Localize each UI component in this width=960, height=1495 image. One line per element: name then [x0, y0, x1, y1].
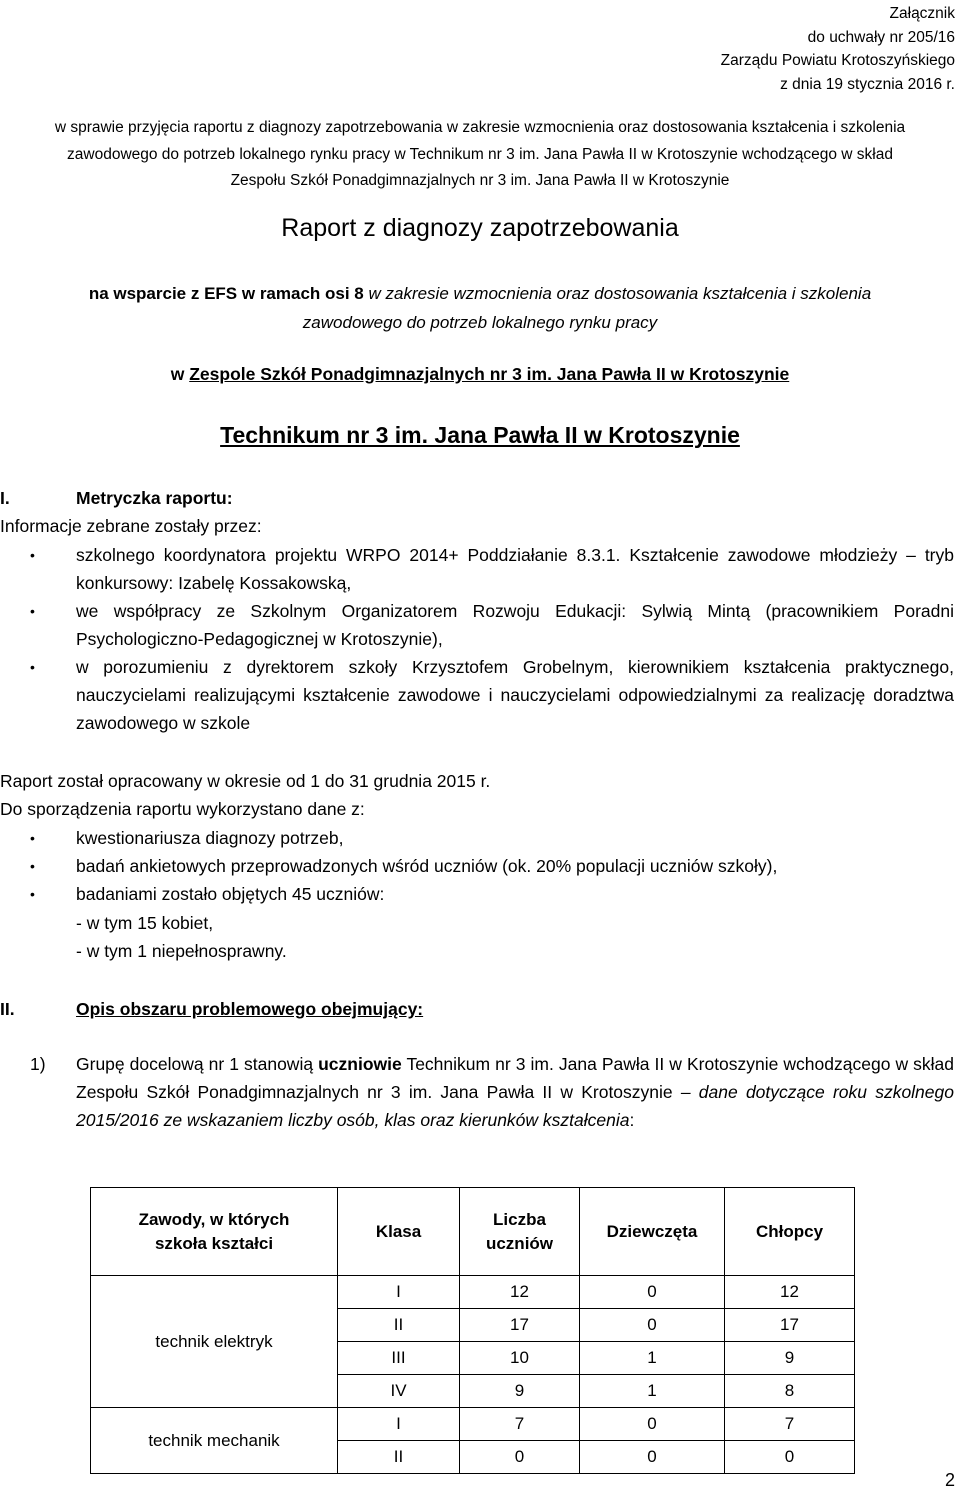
- table-cell: 12: [460, 1276, 580, 1309]
- table-cell: I: [338, 1276, 460, 1309]
- intro-line: Zespołu Szkół Ponadgimnazjalnych nr 3 im. Jana Pawła II w Krotoszynie: [230, 172, 730, 189]
- table-cell: 7: [725, 1408, 855, 1441]
- attachment-header: [721, 2, 955, 96]
- report-title: Raport z diagnozy zapotrzebowania: [281, 214, 679, 242]
- list-item: • kwestionariusza diagnozy potrzeb,: [0, 824, 960, 852]
- header-cell: Klasa: [338, 1188, 460, 1276]
- data-sources-label: Do sporządzenia raportu wykorzystano dane z:: [0, 799, 365, 819]
- table-cell: 8: [725, 1375, 855, 1408]
- table-cell: 10: [460, 1342, 580, 1375]
- table-cell: II: [338, 1441, 460, 1474]
- students-table: [90, 1187, 855, 1474]
- table-cell: 17: [725, 1309, 855, 1342]
- list-item: • badaniami zostało objętych 45 uczniów:: [0, 880, 960, 908]
- sub-item: - w tym 15 kobiet,: [76, 913, 214, 933]
- table-cell: 1: [580, 1375, 725, 1408]
- collectors-list: [0, 541, 960, 737]
- header-cell: [460, 1188, 580, 1276]
- section-1-heading: Metryczka raportu:: [76, 488, 233, 508]
- table-cell: IV: [338, 1375, 460, 1408]
- table-cell: 17: [460, 1309, 580, 1342]
- list-item: • badań ankietowych przeprowadzonych wśród uczniów (ok. 20% populacji uczniów szkoły),: [0, 852, 960, 880]
- profession-cell: technik mechanik: [91, 1408, 338, 1474]
- target-group-paragraph: [76, 1050, 954, 1134]
- item-number: 1): [30, 1054, 46, 1074]
- intro-line: zawodowego do potrzeb lokalnego rynku pracy w Technikum nr 3 im. Jana Pawła II w Krotoszynie wchodzącego w skład: [67, 145, 893, 163]
- header-line: Zarządu Powiatu Krotoszyńskiego: [720, 52, 955, 69]
- paragraph-italic: – dane dotyczące roku szkolnego 2015/2016 ze wskazaniem liczby osób, klas oraz kierunków kształcenia: [76, 1082, 954, 1130]
- list-item: • szkolnego koordynatora projektu WRPO 2014+ Poddziałanie 8.3.1. Kształcenie zawodowe młodzieży – tryb konkursowy: Izabelę Kossakowską,: [0, 541, 960, 597]
- header-text: Zawody, w których: [138, 1209, 290, 1229]
- header-text: szkoła kształci: [154, 1233, 274, 1253]
- table-cell: 0: [580, 1408, 725, 1441]
- table-cell: 9: [725, 1342, 855, 1375]
- page-number: 2: [944, 1470, 955, 1490]
- table-cell: III: [338, 1342, 460, 1375]
- paragraph-text: Technikum nr 3 im. Jana Pawła II w Krotoszynie wchodzącego w skład Zespołu Szkół Ponadgimnazjalnych nr 3 im. Jana Pawła II w Krotoszynie: [76, 1054, 954, 1102]
- table-row: [91, 1408, 855, 1441]
- technikum-name: Technikum nr 3 im. Jana Pawła II w Krotoszynie: [220, 422, 740, 448]
- header-cell: [91, 1188, 338, 1276]
- subtitle-italic: w zakresie wzmocnienia oraz dostosowania kształcenia i szkolenia: [368, 284, 872, 303]
- info-label: Informacje zebrane zostały przez:: [0, 516, 262, 536]
- intro-line: w sprawie przyjęcia raportu z diagnozy zapotrzebowania w zakresie wzmocnienia oraz dostosowania kształcenia i szkolenia: [54, 119, 906, 136]
- table-cell: 9: [460, 1375, 580, 1408]
- paragraph-text: Grupę docelową nr 1 stanowią: [76, 1054, 319, 1074]
- table-cell: II: [338, 1309, 460, 1342]
- data-sources-list: [0, 824, 960, 908]
- table-cell: 0: [725, 1441, 855, 1474]
- profession-cell: technik elektryk: [91, 1276, 338, 1408]
- table-header-row: [91, 1188, 855, 1276]
- table-cell: 0: [460, 1441, 580, 1474]
- table-cell: I: [338, 1408, 460, 1441]
- section-2-heading: Opis obszaru problemowego obejmujący:: [76, 999, 424, 1019]
- table-cell: 7: [460, 1408, 580, 1441]
- paragraph-bold: uczniowie: [318, 1054, 402, 1074]
- resolution-subject: [0, 115, 960, 195]
- table-cell: 0: [580, 1309, 725, 1342]
- table-cell: 1: [580, 1342, 725, 1375]
- section-2-numeral: II.: [0, 999, 15, 1019]
- header-line: do uchwały nr 205/16: [807, 28, 955, 46]
- header-cell: Dziewczęta: [580, 1188, 725, 1276]
- table-row: [91, 1276, 855, 1309]
- header-text: Liczba: [493, 1209, 546, 1229]
- table-cell: 0: [580, 1276, 725, 1309]
- school-prefix: w: [170, 364, 190, 384]
- list-item: • we współpracy ze Szkolnym Organizatorem Rozwoju Edukacji: Sylwią Mintą (pracownikiem Poradni Psychologiczno-Pedagogicznej w Krotoszynie),: [0, 597, 960, 653]
- school-name: [0, 364, 960, 385]
- header-line: z dnia 19 stycznia 2016 r.: [780, 75, 955, 93]
- technikum-heading: [0, 422, 960, 449]
- sub-item: - w tym 1 niepełnosprawny.: [76, 941, 287, 961]
- subtitle-italic: zawodowego do potrzeb lokalnego rynku pracy: [302, 313, 658, 332]
- subtitle-bold: na wsparcie z EFS w ramach osi 8: [88, 284, 369, 303]
- list-item: • w porozumieniu z dyrektorem szkoły Krzysztofem Grobelnym, kierownikiem kształcenia praktycznego, nauczycielami realizującymi kształcenie zawodowe i nauczycielami odpowiedzialnymi za realizację doradztwa zawodowego w szkole: [0, 653, 960, 737]
- school-name-text: Zespole Szkół Ponadgimnazjalnych nr 3 im. Jana Pawła II w Krotoszynie: [189, 364, 790, 384]
- header-text: uczniów: [485, 1233, 554, 1253]
- table-cell: 0: [580, 1441, 725, 1474]
- header-line: Załącznik: [889, 5, 955, 22]
- section-1-numeral: I.: [0, 488, 10, 508]
- report-period: Raport został opracowany w okresie od 1 do 31 grudnia 2015 r.: [0, 771, 491, 791]
- header-cell: Chłopcy: [725, 1188, 855, 1276]
- report-subtitle: [0, 279, 960, 337]
- table-cell: 12: [725, 1276, 855, 1309]
- paragraph-text: :: [629, 1110, 635, 1130]
